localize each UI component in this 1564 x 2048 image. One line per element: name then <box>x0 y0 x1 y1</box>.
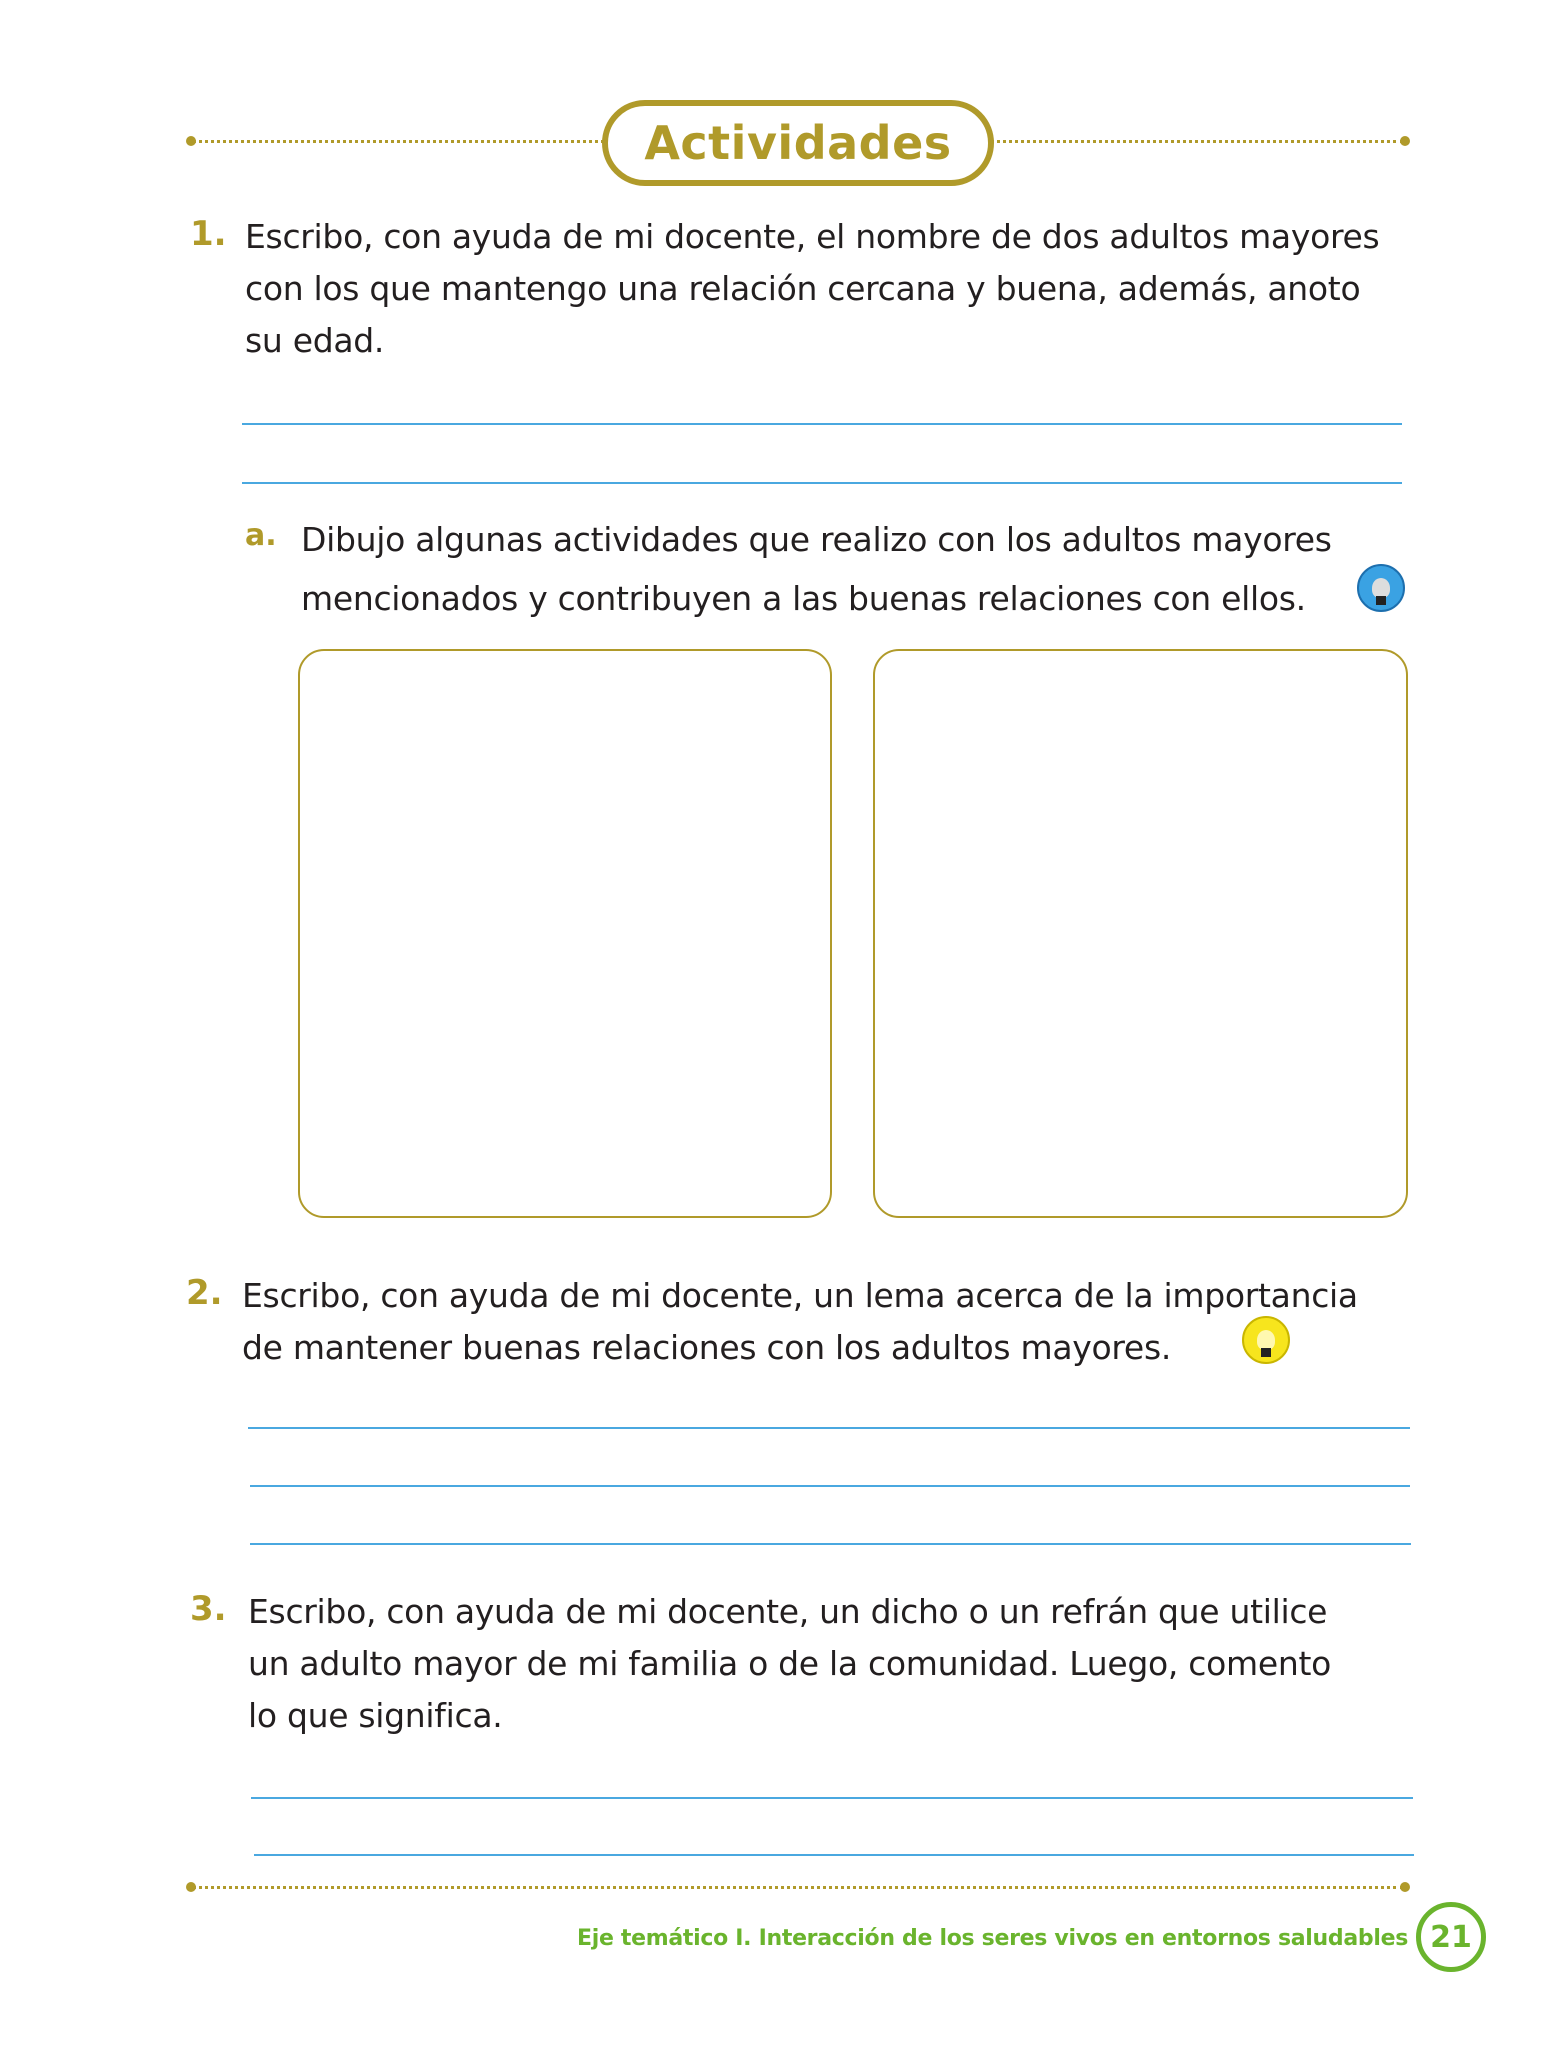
text-line: Dibujo algunas actividades que realizo con los adultos mayores <box>301 520 1332 559</box>
page-number: 21 <box>1416 1902 1486 1972</box>
text-line: con los que mantengo una relación cercana y buena, además, anoto <box>245 269 1361 308</box>
activity-number: 1. <box>190 214 227 254</box>
divider-dot <box>186 136 196 146</box>
text-line: mencionados y contribuyen a las buenas relaciones con ellos. <box>301 579 1306 618</box>
text-line: un adulto mayor de mi familia o de la comunidad. Luego, comento <box>248 1644 1332 1683</box>
answer-line[interactable] <box>250 1543 1411 1545</box>
activity-1-instructions <box>245 211 1379 367</box>
answer-line[interactable] <box>248 1427 1410 1429</box>
text-line: Escribo, con ayuda de mi docente, un dicho o un refrán que utilice <box>248 1592 1328 1631</box>
text-line: su edad. <box>245 321 385 360</box>
activity-3-instructions <box>248 1586 1331 1742</box>
lightbulb-blue-icon <box>1357 564 1405 612</box>
activity-2-instructions <box>242 1270 1358 1374</box>
lightbulb-yellow-icon <box>1242 1316 1290 1364</box>
subitem-a-instructions <box>301 510 1332 628</box>
answer-line[interactable] <box>242 423 1402 425</box>
footer-axis-title: Eje temático I. Interacción de los seres vivos en entornos saludables <box>576 1926 1408 1951</box>
bottom-divider <box>192 1886 1404 1889</box>
answer-line[interactable] <box>250 1485 1410 1487</box>
divider-dot <box>186 1882 196 1892</box>
divider-dot <box>1400 1882 1410 1892</box>
text-line: Escribo, con ayuda de mi docente, el nombre de dos adultos mayores <box>245 217 1380 256</box>
subitem-letter: a. <box>245 518 277 553</box>
text-line: Escribo, con ayuda de mi docente, un lema acerca de la importancia <box>242 1276 1358 1315</box>
answer-line[interactable] <box>242 482 1402 484</box>
activity-number: 3. <box>190 1589 227 1629</box>
drawing-box-2[interactable] <box>873 649 1408 1218</box>
text-line: de mantener buenas relaciones con los adultos mayores. <box>242 1328 1172 1367</box>
answer-line[interactable] <box>251 1797 1413 1799</box>
answer-line[interactable] <box>254 1854 1414 1856</box>
text-line: lo que significa. <box>248 1696 503 1735</box>
divider-dot <box>1400 136 1410 146</box>
section-title-badge <box>602 100 994 186</box>
section-title: Actividades <box>644 116 952 170</box>
activity-number: 2. <box>186 1273 223 1313</box>
drawing-box-1[interactable] <box>298 649 832 1218</box>
